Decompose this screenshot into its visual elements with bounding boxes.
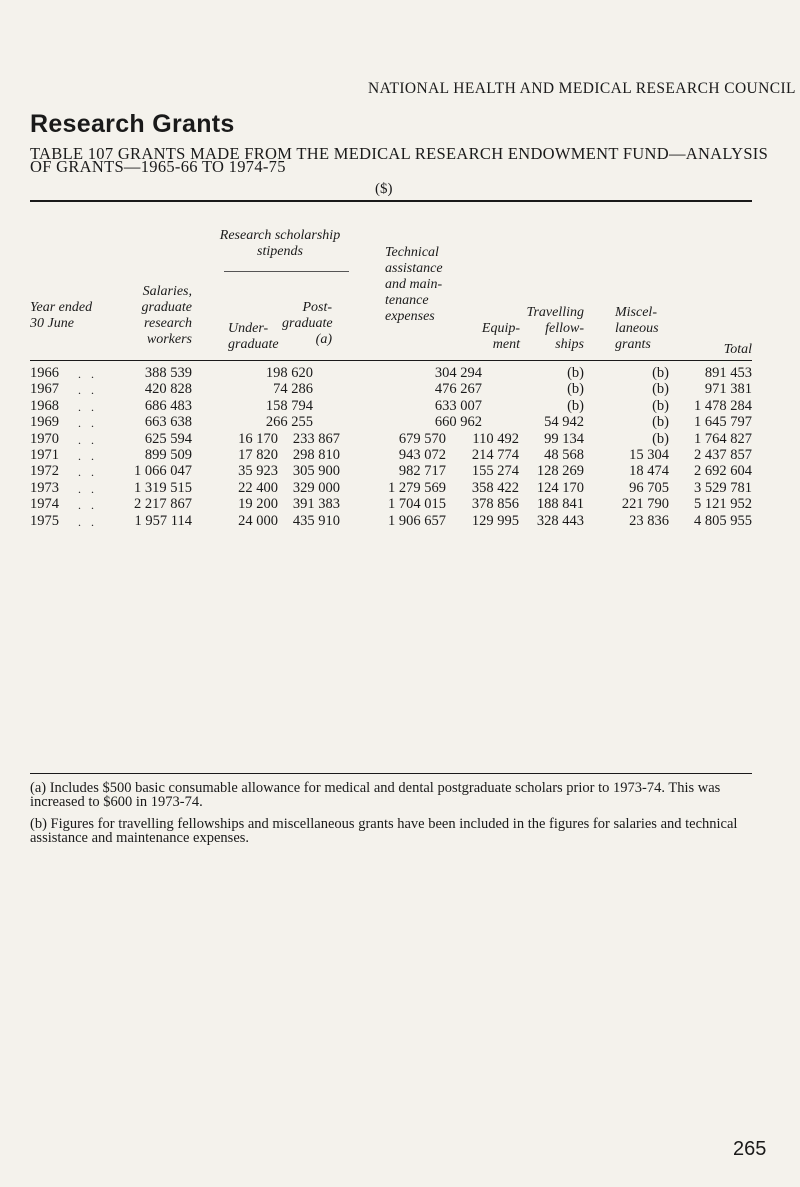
cell-misc: (b): [652, 414, 669, 431]
header-postgraduate: Post- graduate (a): [282, 300, 333, 347]
cell-salaries: 899 509: [144, 447, 192, 463]
cell-total: 4 805 955: [694, 512, 752, 529]
unit-label: ($): [375, 181, 393, 197]
leader-dots: ..: [78, 465, 104, 480]
cell-undergrad: 17 820: [238, 447, 278, 463]
header-salaries: Salaries, graduate research workers: [141, 284, 192, 347]
cell-total: 2 437 857: [694, 447, 752, 463]
cell-total: 971 381: [704, 381, 752, 398]
cell-misc: 221 790: [621, 496, 669, 513]
leader-dots: ..: [78, 399, 104, 414]
cell-technical: 1 279 569: [388, 479, 446, 496]
cell-misc: (b): [652, 397, 669, 414]
cell-misc: (b): [652, 381, 669, 398]
cell-salaries: 420 828: [144, 381, 192, 398]
section-title: Research Grants: [30, 110, 235, 138]
leader-dots: ..: [78, 416, 104, 431]
cell-year: 1967: [30, 381, 59, 398]
cell-technical: 943 072: [398, 447, 446, 463]
cell-year: 1971: [30, 447, 59, 463]
header-research-scholarship: Research scholarship stipends: [219, 228, 341, 259]
cell-salaries: 686 483: [144, 397, 192, 414]
cell-year: 1970: [30, 430, 59, 447]
cell-total: 1 478 284: [694, 397, 752, 414]
cell-postgrad: 233 867: [292, 430, 340, 447]
cell-equipment: 214 774: [471, 447, 519, 463]
cell-undergrad: 16 170: [238, 430, 278, 447]
top-rule: [30, 200, 752, 202]
cell-technical: 982 717: [398, 463, 446, 480]
cell-postgrad: 298 810: [292, 447, 340, 463]
cell-year: 1973: [30, 479, 59, 496]
cell-salaries: 663 638: [144, 414, 192, 431]
cell-technical: 679 570: [398, 430, 446, 447]
cell-total: 5 121 952: [694, 496, 752, 513]
leader-dots: ..: [78, 383, 104, 398]
cell-travelling: (b): [567, 381, 584, 398]
header-equipment: Equip- ment: [481, 321, 520, 352]
leader-dots: ..: [78, 481, 104, 496]
cell-travelling: 54 942: [544, 414, 584, 431]
header-year: Year ended 30 June: [30, 300, 93, 331]
header-total: Total: [723, 342, 752, 357]
header-technical: Technical assistance and main- tenance expenses: [385, 245, 443, 324]
leader-dots: ..: [78, 514, 104, 529]
cell-postgrad: 305 900: [292, 463, 340, 480]
cell-misc: (b): [652, 430, 669, 447]
cell-salaries: 625 594: [144, 430, 192, 447]
cell-total: 1 764 827: [694, 430, 752, 447]
cell-tech-equip-combined: 304 294: [434, 365, 482, 381]
cell-salaries: 388 539: [144, 365, 192, 381]
cell-technical: 1 906 657: [388, 512, 446, 529]
page-number: 265: [733, 1138, 767, 1160]
header-undergraduate: Under- graduate: [228, 321, 279, 352]
scholarship-span-line: [224, 271, 349, 272]
cell-undergrad: 35 923: [238, 463, 278, 480]
cell-total: 2 692 604: [694, 463, 752, 480]
cell-tech-equip-combined: 660 962: [434, 414, 482, 431]
cell-tech-equip-combined: 633 007: [434, 397, 482, 414]
cell-salaries: 1 319 515: [134, 479, 192, 496]
cell-postgrad: 435 910: [292, 512, 340, 529]
cell-travelling: 124 170: [536, 479, 584, 496]
cell-year: 1974: [30, 496, 59, 513]
cell-equipment: 378 856: [471, 496, 519, 513]
cell-scholarship-combined: 74 286: [273, 381, 313, 398]
cell-travelling: (b): [567, 365, 584, 381]
cell-equipment: 155 274: [471, 463, 519, 480]
cell-undergrad: 24 000: [238, 512, 278, 529]
cell-scholarship-combined: 198 620: [265, 365, 313, 381]
cell-scholarship-combined: 266 255: [265, 414, 313, 431]
cell-year: 1969: [30, 414, 59, 431]
cell-postgrad: 329 000: [292, 479, 340, 496]
cell-misc: 15 304: [629, 447, 669, 463]
cell-total: 3 529 781: [694, 479, 752, 496]
cell-travelling: 188 841: [536, 496, 584, 513]
cell-undergrad: 22 400: [238, 479, 278, 496]
header-rule: [30, 360, 752, 361]
cell-total: 1 645 797: [694, 414, 752, 431]
cell-salaries: 1 066 047: [134, 463, 192, 480]
cell-travelling: 99 134: [544, 430, 584, 447]
cell-equipment: 358 422: [471, 479, 519, 496]
cell-travelling: 328 443: [536, 512, 584, 529]
cell-misc: 23 836: [629, 512, 669, 529]
cell-misc: 18 474: [629, 463, 669, 480]
cell-equipment: 110 492: [472, 430, 519, 447]
cell-year: 1968: [30, 397, 59, 414]
cell-travelling: (b): [567, 397, 584, 414]
leader-dots: ..: [78, 498, 104, 513]
header-miscellaneous: Miscel- laneous grants: [615, 305, 659, 352]
cell-equipment: 129 995: [471, 512, 519, 529]
leader-dots: ..: [78, 367, 104, 381]
cell-year: 1966: [30, 365, 59, 381]
leader-dots: ..: [78, 449, 104, 463]
cell-travelling: 128 269: [536, 463, 584, 480]
cell-salaries: 2 217 867: [134, 496, 192, 513]
cell-year: 1972: [30, 463, 59, 480]
cell-misc: 96 705: [629, 479, 669, 496]
footnote-a: (a) Includes $500 basic consumable allowance for medical and dental postgraduate scholars prior to 1973-74. This was increased to $600 in 1973-74.: [30, 780, 721, 810]
cell-tech-equip-combined: 476 267: [434, 381, 482, 398]
cell-travelling: 48 568: [544, 447, 584, 463]
header-travelling: Travelling fellow- ships: [526, 305, 584, 352]
cell-misc: (b): [652, 365, 669, 381]
bottom-rule: [30, 773, 752, 774]
table-caption: TABLE 107 GRANTS MADE FROM THE MEDICAL RESEARCH ENDOWMENT FUND—ANALYSIS OF GRANTS—1965-66 TO 1974-75: [30, 144, 769, 176]
cell-salaries: 1 957 114: [134, 512, 192, 529]
cell-technical: 1 704 015: [388, 496, 446, 513]
cell-year: 1975: [30, 512, 59, 529]
footnote-b: (b) Figures for travelling fellowships and miscellaneous grants have been included in the figures for salaries and technical assistance and maintenance expenses.: [30, 816, 738, 846]
leader-dots: ..: [78, 432, 104, 447]
cell-undergrad: 19 200: [238, 496, 278, 513]
cell-postgrad: 391 383: [292, 496, 340, 513]
cell-scholarship-combined: 158 794: [265, 397, 313, 414]
cell-total: 891 453: [704, 365, 752, 381]
running-head: NATIONAL HEALTH AND MEDICAL RESEARCH COUNCIL: [368, 80, 796, 97]
